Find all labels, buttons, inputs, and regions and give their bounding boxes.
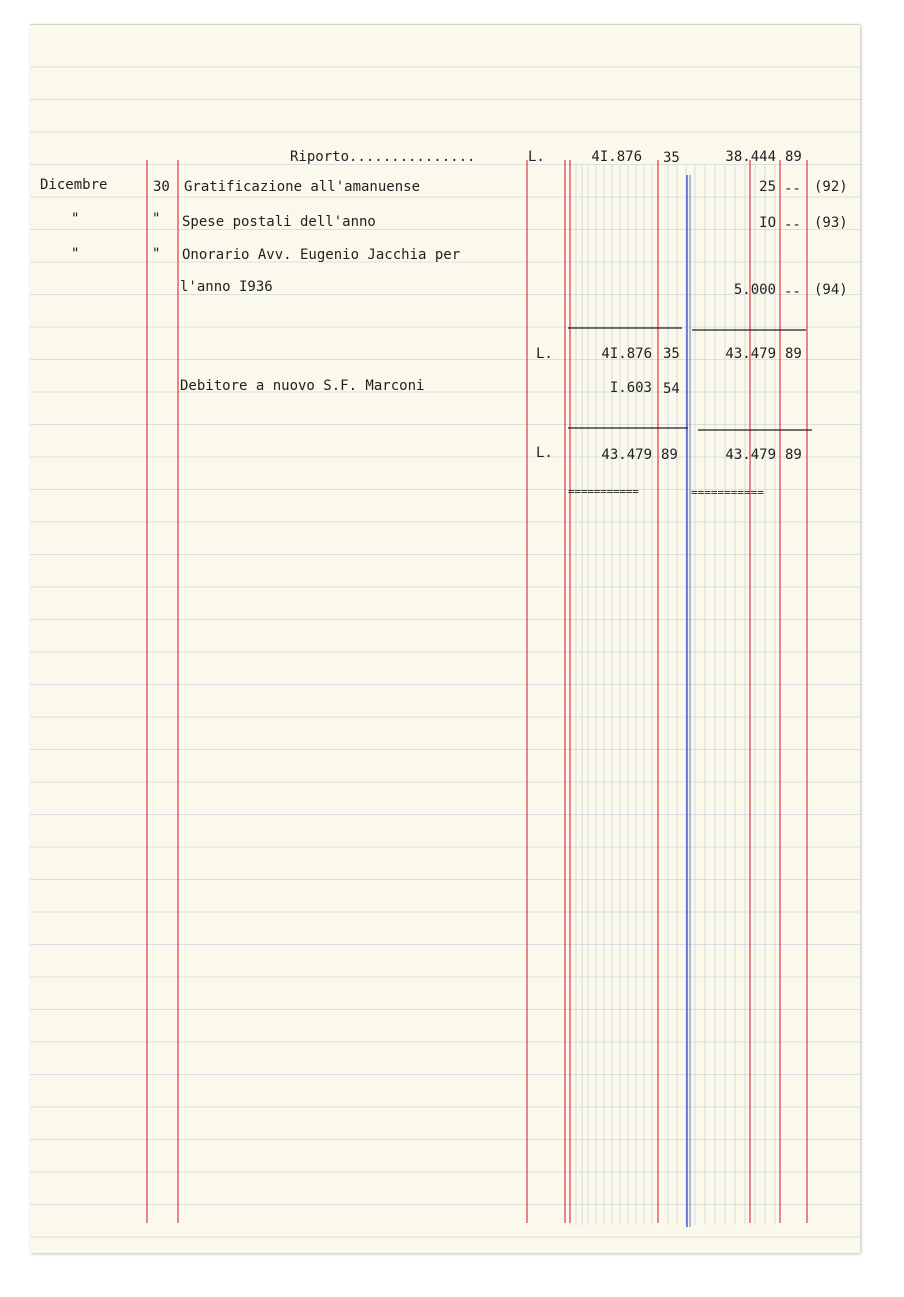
riporto-col1-cent: 35 bbox=[663, 150, 680, 166]
balance-description: Debitore a nuovo S.F. Marconi bbox=[180, 378, 425, 394]
riporto-col2-lire: 38.444 bbox=[725, 149, 776, 165]
total-currency: L. bbox=[536, 445, 553, 461]
riporto-col2-cent: 89 bbox=[785, 149, 802, 165]
entry-month: " bbox=[71, 246, 80, 262]
entry-amount-cent: -- bbox=[784, 284, 801, 300]
total-double-rule-right: =========== bbox=[691, 486, 764, 499]
total-col1-cent: 89 bbox=[661, 447, 678, 463]
entry-description: Gratificazione all'amanuense bbox=[184, 179, 421, 195]
entry-amount-lire: 5.000 bbox=[733, 282, 776, 298]
entry-month: " bbox=[71, 211, 80, 227]
total-double-rule-left: =========== bbox=[568, 485, 639, 498]
entry-amount-lire: IO bbox=[759, 215, 776, 231]
riporto-col1-lire: 4I.876 bbox=[591, 149, 642, 165]
riporto-label: Riporto............... bbox=[290, 149, 476, 165]
entry-day: " bbox=[152, 246, 161, 262]
entry-month: Dicembre bbox=[40, 177, 108, 193]
subtotal-col1-cent: 35 bbox=[663, 346, 680, 362]
entry-day: 30 bbox=[153, 179, 170, 195]
balance-col1-lire: I.603 bbox=[609, 380, 652, 396]
balance-col1-cent: 54 bbox=[663, 381, 680, 397]
riporto-currency: L. bbox=[528, 149, 545, 165]
ledger-sheet bbox=[30, 24, 860, 1253]
entry-amount-cent: -- bbox=[784, 181, 801, 197]
entry-amount-cent: -- bbox=[784, 217, 801, 233]
entry-description: Onorario Avv. Eugenio Jacchia per bbox=[182, 247, 461, 263]
entry-ref: (93) bbox=[814, 215, 848, 231]
entry-amount-lire: 25 bbox=[759, 179, 776, 195]
subtotal-currency: L. bbox=[536, 346, 553, 362]
total-col2-cent: 89 bbox=[785, 447, 802, 463]
subtotal-col2-cent: 89 bbox=[785, 346, 802, 362]
total-col1-lire: 43.479 bbox=[601, 447, 652, 463]
entry-ref: (92) bbox=[814, 179, 848, 195]
entry-ref: (94) bbox=[814, 282, 848, 298]
subtotal-col1-lire: 4I.876 bbox=[601, 346, 652, 362]
entry-description: Spese postali dell'anno bbox=[182, 214, 376, 230]
subtotal-col2-lire: 43.479 bbox=[725, 346, 776, 362]
total-col2-lire: 43.479 bbox=[725, 447, 776, 463]
entry-description-cont: l'anno I936 bbox=[180, 279, 273, 295]
entry-day: " bbox=[152, 211, 161, 227]
